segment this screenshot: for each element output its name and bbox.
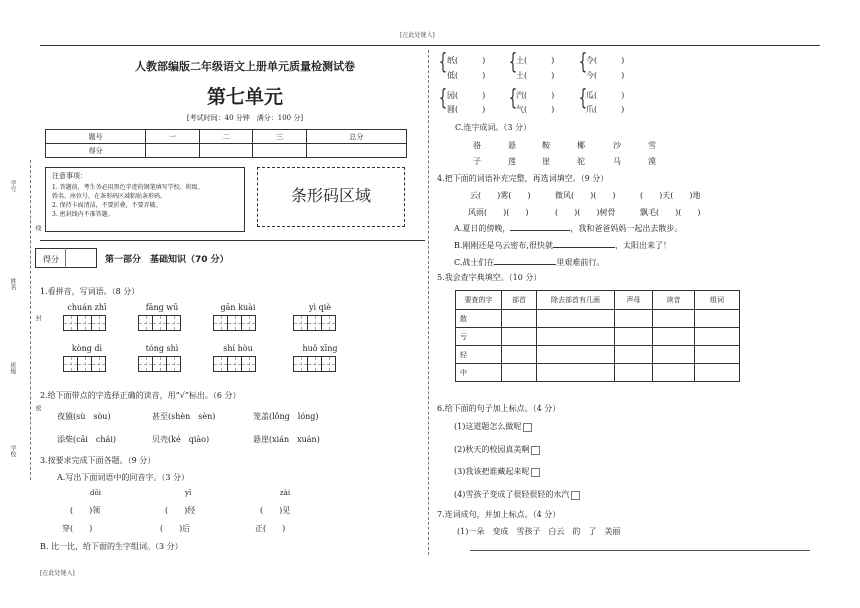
dict-char: 亏 <box>456 328 502 346</box>
score-head-total: 总分 <box>306 130 406 144</box>
q3a-pinyin: yī <box>185 489 192 497</box>
compare-blank[interactable]: 爪( ) <box>586 105 625 114</box>
q4-blank[interactable]: 飘毛( )( ) <box>640 208 701 217</box>
writing-grid[interactable] <box>138 356 180 372</box>
dict-cell[interactable] <box>537 346 615 364</box>
punctuation-box[interactable] <box>523 423 532 432</box>
pinyin: huǒ xīng <box>302 344 338 353</box>
q4c-text: C.战士们在 <box>454 258 495 267</box>
dict-cell[interactable] <box>653 328 695 346</box>
pinyin: fāng wū <box>145 303 179 312</box>
pinyin: chuán zhī <box>67 303 107 312</box>
q3a-blank[interactable]: ( )见 <box>260 506 291 515</box>
score-cell[interactable] <box>146 144 199 158</box>
exam-info: [考试时间：40 分钟 满分：100 分] <box>186 114 304 122</box>
barcode-label: 条形码区域 <box>290 186 371 205</box>
dict-cell[interactable] <box>653 346 695 364</box>
q3a-blank[interactable]: ( )后 <box>160 524 191 533</box>
score-cell[interactable] <box>253 144 306 158</box>
q4-blank[interactable]: ( )( )树骨 <box>555 208 616 217</box>
compare-blank[interactable]: 汽( ) <box>516 91 555 100</box>
compare-blank[interactable]: 土( ) <box>516 56 555 65</box>
dict-cell[interactable] <box>502 310 537 328</box>
score-cell[interactable] <box>306 144 406 158</box>
writing-grid[interactable] <box>293 356 335 372</box>
q6-item <box>454 444 540 455</box>
q6-sentence: (4)雪孩子变成了很轻很轻的水汽 <box>454 490 570 499</box>
q3a-prompt: A.写出下面词语中的同音字。（3 分） <box>57 473 189 482</box>
writing-grid[interactable] <box>213 315 255 331</box>
q3a-blank[interactable]: 穿( ) <box>62 524 93 533</box>
q6-sentence: (2)秋天的校园真美啊 <box>454 445 530 454</box>
seal-mark-mi: 密 <box>34 405 41 411</box>
seal-mark-xian: 线 <box>34 225 41 231</box>
q4b-sentence <box>454 240 671 251</box>
brace-icon: { <box>438 50 448 75</box>
link-char[interactable]: 马 <box>613 157 621 166</box>
pinyin: yì qiè <box>308 303 332 312</box>
dict-header: 除去部首有几画 <box>537 291 615 310</box>
side-label-student-id: 学号 <box>9 180 16 192</box>
writing-grid[interactable] <box>63 315 105 331</box>
q2-item[interactable]: 添柴(cāi chái) <box>57 435 117 444</box>
q4b-text: B.刚刚还是乌云密布,很快就 <box>454 241 553 250</box>
dict-cell[interactable] <box>502 328 537 346</box>
header-rule <box>40 45 820 46</box>
link-char[interactable]: 骆 <box>473 141 481 150</box>
q7-words: (1)一朵 变成 雪孩子 白云 的 了 美丽 <box>457 527 621 536</box>
compare-blank[interactable]: 土( ) <box>516 71 555 80</box>
dict-cell[interactable] <box>537 328 615 346</box>
paper-title: 人教部编版二年级语文上册单元质量检测试卷 <box>135 60 355 73</box>
q4a-sentence <box>454 223 682 234</box>
pinyin: shí hòu <box>223 344 253 353</box>
footer-note: [在此处键入] <box>40 570 75 577</box>
link-char[interactable]: 悬 <box>508 141 516 150</box>
q3b-prompt: B. 比一比，给下面的生字组词。（3 分） <box>40 542 183 551</box>
compare-blank[interactable]: 令( ) <box>586 56 625 65</box>
q6-prompt: 6.给下面的句子加上标点。（4 分） <box>437 404 561 413</box>
punctuation-box[interactable] <box>531 468 540 477</box>
dict-cell[interactable] <box>615 364 653 382</box>
side-label-class: 班级 <box>9 362 16 374</box>
q3-prompt: 3.按要求完成下面各题。（9 分） <box>40 456 156 465</box>
writing-grid[interactable] <box>63 356 105 372</box>
q6-item <box>454 489 580 500</box>
link-char[interactable]: 椰 <box>577 141 585 150</box>
link-char[interactable]: 驼 <box>577 157 585 166</box>
q3a-blank[interactable]: 正( ) <box>255 524 286 533</box>
q3a-pinyin: zài <box>280 489 291 497</box>
q4c-text2: 里艰难前行。 <box>556 258 605 267</box>
dict-char: 轻 <box>456 346 502 364</box>
score-table <box>45 129 407 158</box>
q4a-text: A.夏日的傍晚， <box>454 224 511 233</box>
dict-cell[interactable] <box>653 310 695 328</box>
q4a-blank-line[interactable] <box>510 230 570 231</box>
dict-cell[interactable] <box>615 310 653 328</box>
brace-icon: { <box>508 86 518 111</box>
dict-char: 中 <box>456 364 502 382</box>
notes-title: 注意事项： <box>52 172 87 180</box>
compare-blank[interactable]: 低( ) <box>447 71 486 80</box>
score-head-1: 一 <box>146 130 199 144</box>
q3a-blank[interactable]: ( )经 <box>165 506 196 515</box>
brace-icon: { <box>578 86 588 111</box>
pinyin: tóng shì <box>145 344 179 353</box>
q4-blank[interactable]: 风雨( )( ) <box>468 208 529 217</box>
dict-header: 声母 <box>615 291 653 310</box>
q2-item[interactable]: 贝壳(ké qiào) <box>152 435 210 444</box>
brace-icon: { <box>578 50 588 75</box>
dict-header: 要查的字 <box>456 291 502 310</box>
link-char[interactable]: 漠 <box>648 157 656 166</box>
dict-header: 组词 <box>695 291 740 310</box>
q4-blank[interactable]: ( )天( )地 <box>640 191 701 200</box>
q4c-blank-line[interactable] <box>494 264 556 265</box>
dict-cell[interactable] <box>502 364 537 382</box>
unit-title: 第七单元 <box>206 86 283 108</box>
brace-icon: { <box>508 50 518 75</box>
q3a-blank[interactable]: ( )领 <box>70 506 101 515</box>
q4-blank[interactable]: 微风( )( ) <box>555 191 616 200</box>
link-char[interactable]: 沙 <box>613 141 621 150</box>
pinyin: kòng dì <box>71 344 103 353</box>
writing-grid[interactable] <box>213 356 255 372</box>
link-char[interactable]: 莲 <box>508 157 516 166</box>
compare-blank[interactable]: 圆( ) <box>447 105 486 114</box>
q7-prompt: 7.连词成句，并加上标点。（4 分） <box>437 510 561 519</box>
link-char[interactable]: 雪 <box>648 141 656 150</box>
q1-prompt: 1.看拼音，写词语。（8 分） <box>40 287 140 296</box>
score-head-2: 二 <box>199 130 252 144</box>
dict-char: 散 <box>456 310 502 328</box>
note-item: 姓名、座位号，在条形码区域粘贴条形码。 <box>52 193 167 200</box>
dictionary-table <box>455 290 740 382</box>
header-note: [在此处键入] <box>400 32 435 39</box>
part-rule <box>40 240 425 241</box>
compare-blank[interactable]: 今( ) <box>586 71 625 80</box>
dict-header: 部首 <box>502 291 537 310</box>
dict-cell[interactable] <box>537 310 615 328</box>
q6-sentence: (3)我该把谁藏起来呢 <box>454 467 530 476</box>
q2-item[interactable]: 笼盖(lǒng lóng) <box>253 412 319 421</box>
q6-item <box>454 421 532 432</box>
compare-blank[interactable]: 气( ) <box>516 105 555 114</box>
q4-prompt: 4.把下面的词语补充完整，再选词填空。（9 分） <box>437 174 609 183</box>
dict-cell[interactable] <box>537 364 615 382</box>
dict-header: 读音 <box>653 291 695 310</box>
link-char[interactable]: 子 <box>473 157 481 166</box>
score-head-3: 三 <box>253 130 306 144</box>
side-label-school: 学校 <box>9 445 16 457</box>
score-cell[interactable] <box>199 144 252 158</box>
dict-cell[interactable] <box>695 328 740 346</box>
q4b-text2: ，太阳出来了！ <box>614 241 671 250</box>
q6-sentence: (1)这道题怎么做呢 <box>454 422 522 431</box>
compare-blank[interactable]: 纸( ) <box>447 56 486 65</box>
dict-cell[interactable] <box>615 328 653 346</box>
note-item: 3. 密封线内不准答题。 <box>52 211 114 218</box>
q2-item[interactable]: 夜猿(sù sòu) <box>57 412 111 421</box>
part1-score-divider <box>65 248 66 268</box>
q2-item[interactable]: 甚至(shèn sèn) <box>152 412 216 421</box>
dict-cell[interactable] <box>653 364 695 382</box>
dict-cell[interactable] <box>695 346 740 364</box>
score-row-label: 得分 <box>46 144 146 158</box>
dict-cell[interactable] <box>615 346 653 364</box>
q4a-text2: ，我和爸爸妈妈一起出去散步。 <box>570 224 683 233</box>
q6-item <box>454 466 540 477</box>
punctuation-box[interactable] <box>571 491 580 500</box>
part1-score-label: 得分 <box>43 255 59 264</box>
binding-line <box>30 160 31 480</box>
side-label-name: 姓名 <box>9 278 16 290</box>
brace-icon: { <box>438 86 448 111</box>
dict-cell[interactable] <box>502 346 537 364</box>
note-item: 2. 保持卡面清洁，不要折叠，不要弄破。 <box>52 202 162 209</box>
dict-cell[interactable] <box>695 364 740 382</box>
score-head-label: 题号 <box>46 130 146 144</box>
q7-answer-line[interactable] <box>470 550 810 551</box>
note-item: 1. 答题前，考生务必用黑色字迹的钢笔填写学校、班级、 <box>52 184 204 191</box>
pinyin: gān kuài <box>220 303 256 312</box>
seal-mark-feng: 封 <box>34 315 41 321</box>
q4-blank[interactable]: 云( )雾( ) <box>470 191 531 200</box>
qc-prompt: C.连字成词。（3 分） <box>455 123 532 132</box>
part1-title: 第一部分 基础知识（70 分） <box>105 255 229 265</box>
link-char[interactable]: 崖 <box>542 157 550 166</box>
q2-prompt: 2.给下面带点的字选择正确的读音，用“√”标出。（6 分） <box>40 391 241 400</box>
compare-blank[interactable]: 瓜( ) <box>586 91 625 100</box>
link-char[interactable]: 鞍 <box>542 141 550 150</box>
writing-grid[interactable] <box>293 315 335 331</box>
punctuation-box[interactable] <box>531 446 540 455</box>
compare-blank[interactable]: 园( ) <box>447 91 486 100</box>
q4b-blank-line[interactable] <box>553 247 615 248</box>
q2-item[interactable]: 悬崖(xián xuán) <box>253 435 320 444</box>
q3a-pinyin: dōi <box>90 489 101 497</box>
q4c-sentence <box>454 257 604 268</box>
column-divider <box>428 50 429 555</box>
dict-cell[interactable] <box>695 310 740 328</box>
writing-grid[interactable] <box>138 315 180 331</box>
q5-prompt: 5.我会查字典填空。（10 分） <box>437 273 542 282</box>
notes-box <box>45 167 245 232</box>
